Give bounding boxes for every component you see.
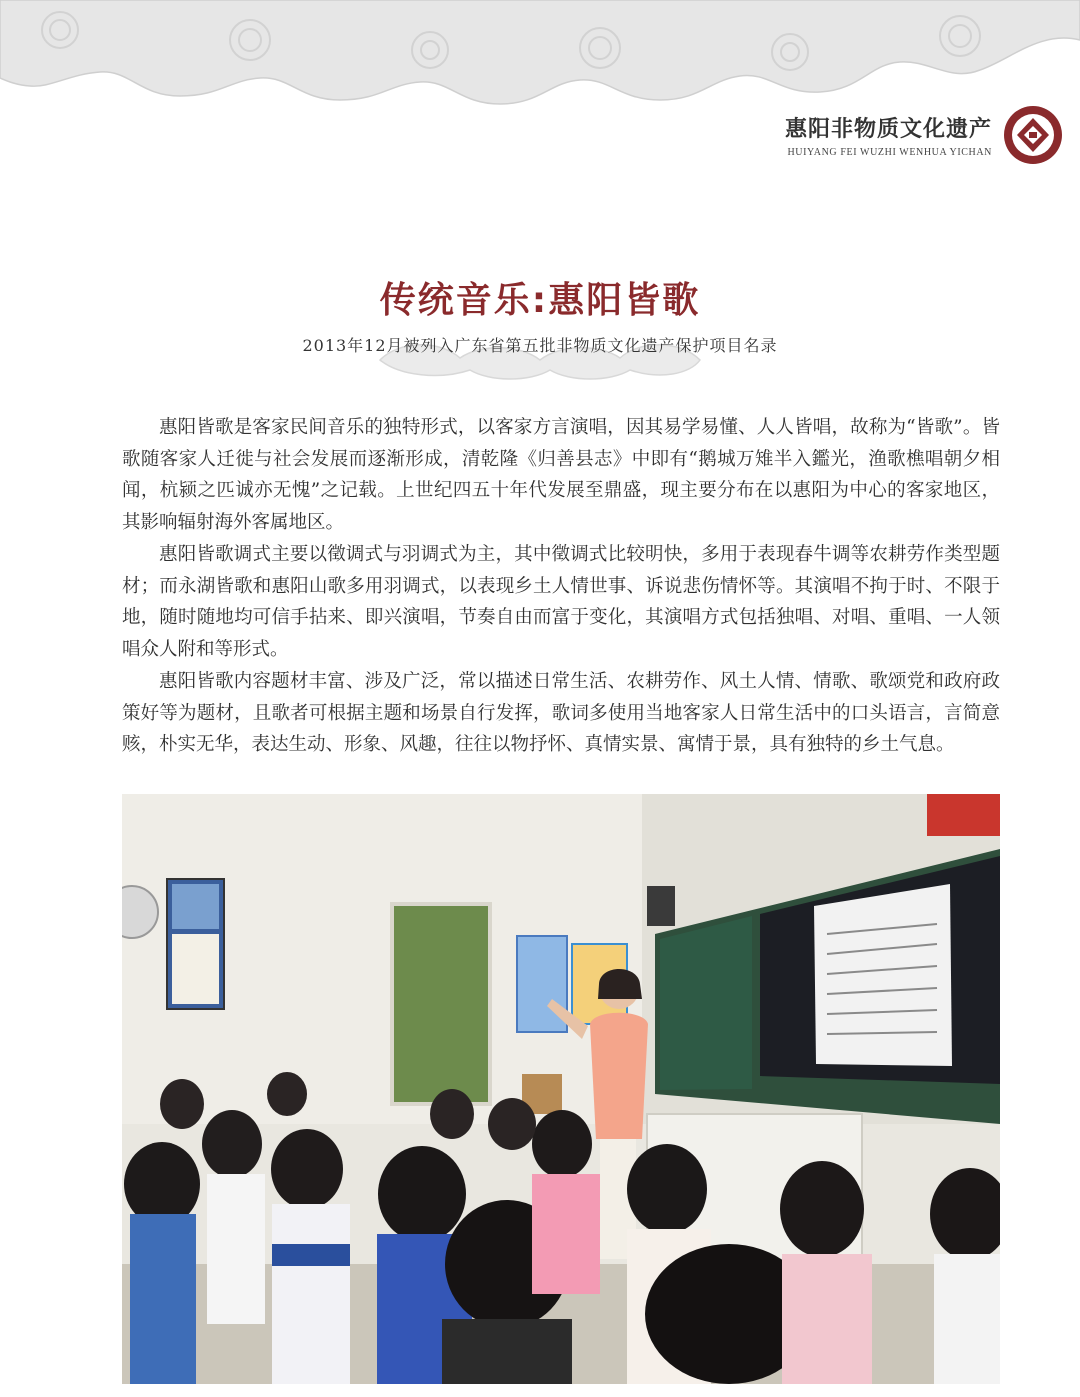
heritage-logo-icon [1002, 104, 1064, 166]
article-body [122, 412, 1000, 762]
brand-title-cn: 惠阳非物质文化遗产 [784, 117, 992, 142]
brand-text [785, 112, 992, 158]
brand-title-en: HUIYANG FEI WUZHI WENHUA YICHAN [787, 147, 992, 158]
page-title: 传统音乐:惠阳皆歌 [379, 280, 701, 321]
paragraph: 惠阳皆歌调式主要以徵调式与羽调式为主，其中徵调式比较明快，多用于表现春牛调等农耕劳作类型题材；而永湖皆歌和惠阳山歌多用羽调式，以表现乡土人情世事、诉说悲伤情怀等。其演唱不拘于时、不限于地，随时随地均可信手拈来、即兴演唱，节奏自由而富于变化，其演唱方式包括独唱、对唱、重唱、一人领唱众人附和等形式。 [122, 544, 1000, 660]
paragraph: 惠阳皆歌内容题材丰富、涉及广泛，常以描述日常生活、农耕劳作、风土人情、情歌、歌颂党和政府政策好等为题材，且歌者可根据主题和场景自行发挥，歌词多使用当地客家人日常生活中的口头语言，言简意赅，朴实无华，表达生动、形象、风趣，往往以物抒怀、真情实景、寓情于景，具有独特的乡土气息。 [122, 671, 1000, 755]
cloud-pattern-header [0, 0, 1080, 110]
paragraph: 惠阳皆歌是客家民间音乐的独特形式，以客家方言演唱，因其易学易懂、人人皆唱，故称为“皆歌”。皆歌随客家人迁徙与社会发展而逐渐形成，清乾隆《归善县志》中即有“鹅城万雉半入鑑光，渔歌樵唱朝夕相闻，杭颍之匹诚亦无愧”之记载。上世纪四五十年代发展至鼎盛，现主要分布在以惠阳为中心的客家地区，其影响辐射海外客属地区。 [122, 417, 1000, 533]
page-subtitle: 2013年12月被列入广东省第五批非物质文化遗产保护项目名录 [302, 336, 778, 355]
classroom-photo [122, 794, 1000, 1384]
header-brand [785, 100, 1064, 170]
